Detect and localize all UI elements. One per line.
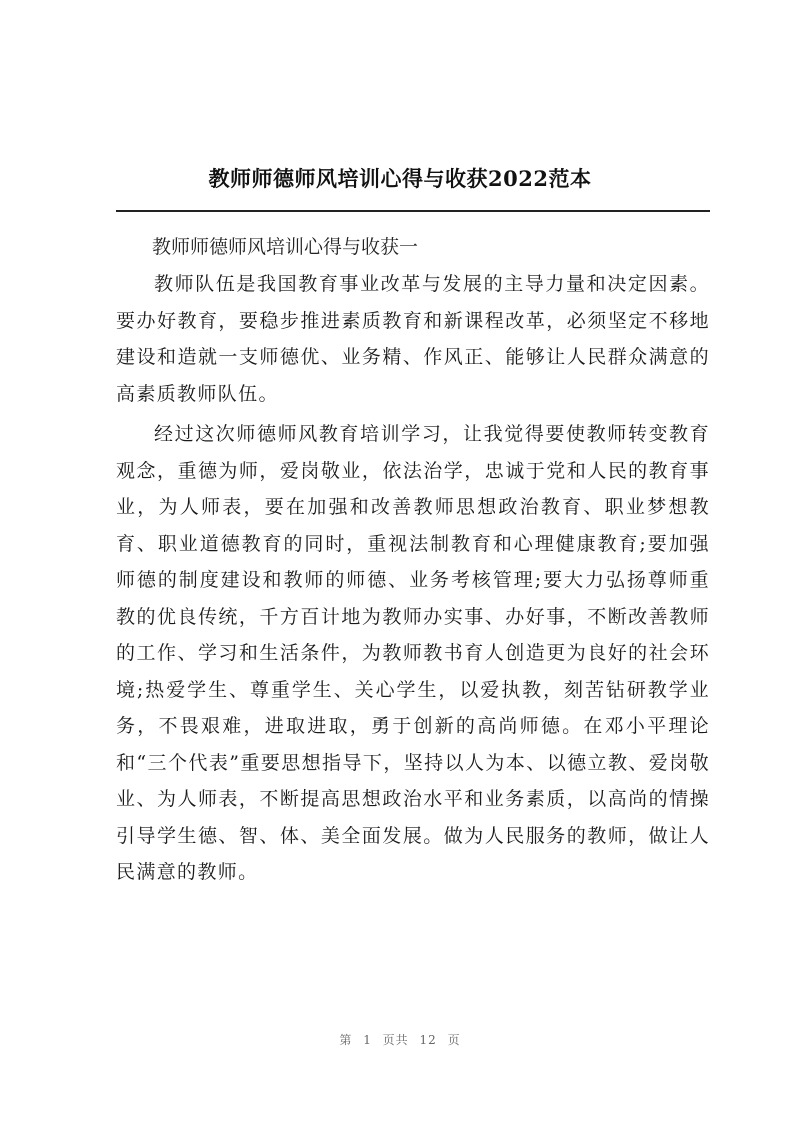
title-divider <box>116 210 710 212</box>
document-body <box>116 230 710 895</box>
paragraph-1: 教师队伍是我国教育事业改革与发展的主导力量和决定因素。要办好教育，要稳步推进素质教育和新课程改革，必须坚定不移地建设和造就一支师德优、业务精、作风正、能够让人民群众满意的高素质教师队伍。 <box>116 273 710 405</box>
paragraph-2: 经过这次师德师风教育培训学习，让我觉得要使教师转变教育观念，重德为师，爱岗敬业，依法治学，忠诚于党和人民的教育事业，为人师表，要在加强和改善教师思想政治教育、职业梦想教育、职业道德教育的同时，重视法制教育和心理健康教育;要加强师德的制度建设和教师的师德、业务考核管理;要大力弘扬尊师重教的优良传统，千方百计地为教师办实事、办好事，不断改善教师的工作、学习和生活条件，为教师教书育人创造更为良好的社会环境;热爱学生、尊重学生、关心学生，以爱执教，刻苦钻研教学业务，不畏艰难，进取进取，勇于创新的高尚师德。在邓小平理论和“三个代表”重要思想指导下，坚持以人为本、以德立教、爱岗敬业、为人师表，不断提高思想政治水平和业务素质，以高尚的情操引导学生德、智、体、美全面发展。做为人民服务的教师，做让人民满意的教师。 <box>116 423 710 883</box>
page-number-footer: 第 1 页共 12 页 <box>339 1033 461 1047</box>
document-title: 教师师德师风培训心得与收获2022范本 <box>208 166 592 191</box>
section-subheading: 教师师德师风培训心得与收获一 <box>152 236 419 258</box>
